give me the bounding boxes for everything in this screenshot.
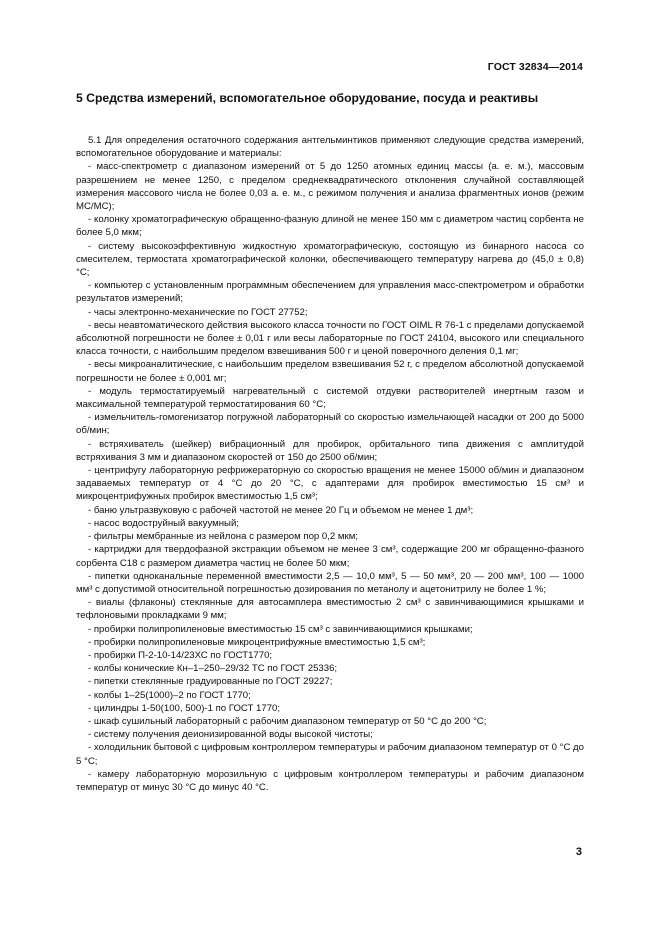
- list-item: - холодильник бытовой с цифровым контроллером температуры и рабочим диапазоном температур от 0 °С до 5 °С;: [76, 742, 584, 767]
- list-item: - центрифугу лабораторную рефрижераторную со скоростью вращения не менее 15000 об/мин и диапазоном задаваемых температур от 4 °С до 20 °С, с адаптерами для пробирок вместимостью 15 см³ и микроцентрифужных пробирок вместимостью 1,5 см³;: [76, 465, 584, 503]
- page-number: 3: [575, 846, 582, 858]
- list-item: - весы микроаналитические, с наибольшим пределом взвешивания 52 г, с пределом абсолютной допускаемой погрешности не более ± 0,001 мг;: [76, 359, 584, 384]
- list-item: - систему получения деионизированной воды высокой чистоты;: [88, 729, 373, 741]
- list-item: - пробирки П-2-10-14/23ХС по ГОСТ1770;: [88, 649, 273, 661]
- section-title: 5 Средства измерений, вспомогательное оборудование, посуда и реактивы: [76, 91, 539, 105]
- list-item: - баню ультразвуковую с рабочей частотой не менее 20 Гц и объемом не менее 1 дм³;: [88, 504, 474, 516]
- list-item: - шкаф сушильный лабораторный с рабочим диапазоном температур от 50 °С до 200 °С;: [88, 715, 487, 727]
- list-item: - часы электронно-механические по ГОСТ 27752;: [88, 306, 308, 318]
- list-item: - камеру лабораторную морозильную с цифровым контроллером температуры и рабочим диапазоном температур от минус 30 °С до минус 40 °С.: [76, 768, 584, 793]
- list-item: - колонку хроматографическую обращенно-фазную длиной не менее 150 мм с диаметром частиц сорбента не более 5,0 мкм;: [76, 214, 584, 239]
- section-body: [76, 134, 584, 794]
- list-item: - фильтры мембранные из нейлона с размером пор 0,2 мкм;: [88, 531, 358, 543]
- list-item: - пробирки полипропиленовые вместимостью 15 см³ с завинчивающимися крышками;: [88, 623, 473, 635]
- list-item: - картриджи для твердофазной экстракции объемом не менее 3 см³, содержащие 200 мг обращенно-фазного сорбента С18 с размером диаметра частиц не более 50 мкм;: [76, 544, 584, 569]
- list-item: - колбы конические Кн–1–250–29/32 ТС по ГОСТ 25336;: [88, 663, 338, 675]
- list-item: - масс-спектрометр с диапазоном измерений от 5 до 1250 атомных единиц массы (а. е. м.), массовым разрешением не менее 1250, с пределом среднеквадратического отклонения случайной составляющей измерения массового числа не более 0,03 а. е. м., с режимом получения и анализа фрагментных ионов (режим МС/МС);: [76, 161, 584, 213]
- standard-header: ГОСТ 32834—2014: [487, 61, 583, 73]
- list-item: - пипетки одноканальные переменной вместимости 2,5 — 10,0 мм³, 5 — 50 мм³, 20 — 200 мм³, 100 — 1000 мм³ с допустимой относительной погрешностью дозирования по метанолу и ацетонитрилу не более 1 %;: [76, 570, 584, 595]
- list-item: - колбы 1–25(1000)–2 по ГОСТ 1770;: [88, 689, 251, 701]
- list-item: - виалы (флаконы) стеклянные для автосамплера вместимостью 2 см³ с завинчивающимися крышками и тефлоновыми прокладками 9 мм;: [76, 597, 584, 622]
- list-item: - компьютер с установленным программным обеспечением для управления масс-спектрометром и обработки результатов измерений;: [76, 280, 584, 305]
- list-item: - встряхиватель (шейкер) вибрационный для пробирок, орбитального типа движения с амплитудой встряхивания 3 мм и диапазоном скоростей от 150 до 2500 об/мин;: [76, 438, 584, 463]
- list-item: - насос водоструйный вакуумный;: [88, 517, 239, 529]
- list-item: - систему высокоэффективную жидкостную хроматографическую, состоящую из бинарного насоса со смесителем, термостата хроматографической колонки, обеспечивающего температуру нагрева до (45,0 ± 0,8) °С;: [76, 240, 584, 279]
- list-item: - пипетки стеклянные градуированные по ГОСТ 29227;: [88, 676, 333, 688]
- list-item: - весы неавтоматического действия высокого класса точности по ГОСТ OIML R 76-1 с пределами допускаемой абсолютной погрешности не более ± 0,01 г или весы лабораторные по ГОСТ 24104, высокого или специального класса точности, с наибольшим пределом взвешивания 500 г и ценой поверочного деления 0,1 мг;: [76, 319, 584, 358]
- list-item: - модуль термостатируемый нагревательный с системой отдувки растворителей инертным газом и максимальной температурой термостатирования 60 °С;: [76, 385, 584, 411]
- list-item: - цилиндры 1-50(100, 500)-1 по ГОСТ 1770;: [88, 702, 281, 714]
- list-item: - измельчитель-гомогенизатор погружной лабораторный со скоростью измельчающей насадки от 200 до 5000 об/мин;: [76, 412, 584, 437]
- list-item: - пробирки полипропиленовые микроцентрифужные вместимостью 1,5 см³;: [88, 636, 426, 648]
- paragraph-intro: 5.1 Для определения остаточного содержания антгельминтиков применяют следующие средства измерений, вспомогательное оборудование и материалы:: [76, 135, 584, 160]
